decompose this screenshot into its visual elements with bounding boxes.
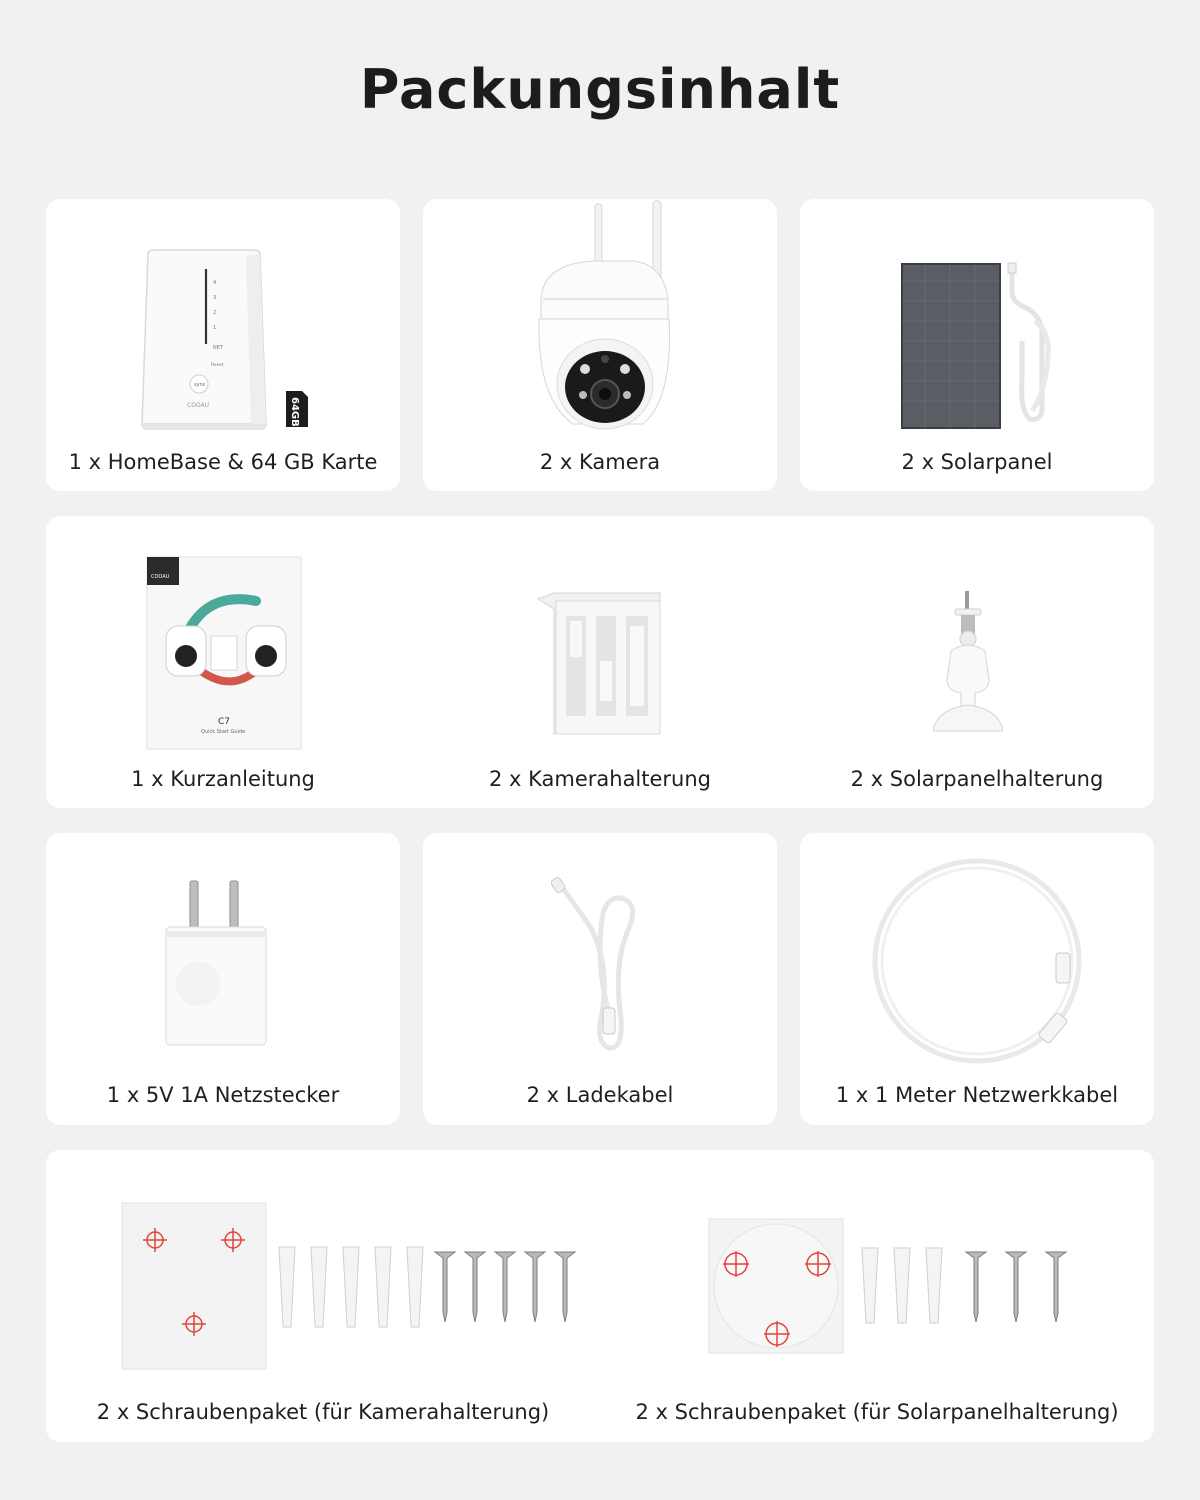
svg-text:COOAU: COOAU	[151, 574, 170, 580]
sd-card-icon	[284, 389, 310, 429]
item-label: 1 x HomeBase & 64 GB Karte	[68, 450, 378, 474]
item-card-screw-packs	[46, 1150, 1154, 1442]
item-label: 1 x 1 Meter Netzwerkkabel	[835, 1083, 1119, 1107]
item-label: 1 x Kurzanleitung	[131, 767, 315, 791]
quick-start-guide-icon	[146, 556, 302, 750]
svg-text:NET: NET	[213, 345, 223, 351]
item-label: 1 x 5V 1A Netzstecker	[106, 1083, 340, 1107]
screw-pack-solar-icon	[708, 1218, 1078, 1358]
power-adapter-icon	[164, 879, 268, 1049]
charging-cable-icon	[551, 868, 651, 1053]
svg-text:4: 4	[213, 280, 217, 286]
svg-text:3: 3	[213, 295, 217, 301]
item-label: 2 x Solarpanel	[901, 450, 1053, 474]
page-title: Packungsinhalt	[359, 58, 841, 121]
item-label: 2 x Ladekabel	[526, 1083, 674, 1107]
item-label: 2 x Kamerahalterung	[488, 767, 712, 791]
svg-text:64GB: 64GB	[289, 397, 300, 427]
item-card-camera	[423, 199, 777, 491]
solar-panel-icon	[900, 261, 1060, 431]
item-label: 2 x Kamera	[539, 450, 661, 474]
item-card-charging-cable	[423, 833, 777, 1125]
screw-pack-camera-icon	[121, 1202, 581, 1372]
svg-text:Reset: Reset	[211, 363, 224, 368]
item-label: 2 x Schraubenpaket (für Solarpanelhalterung)	[635, 1400, 1119, 1424]
camera-mount-icon	[534, 591, 666, 736]
svg-text:1: 1	[213, 325, 217, 331]
svg-text:Quick Start Guide: Quick Start Guide	[201, 729, 246, 735]
item-card-homebase	[46, 199, 400, 491]
solar-panel-mount-icon	[933, 591, 1003, 736]
svg-text:COOAU: COOAU	[187, 402, 210, 409]
svg-text:C7: C7	[218, 717, 231, 727]
item-card-power-adapter	[46, 833, 400, 1125]
network-cable-icon	[870, 853, 1084, 1068]
item-label: 2 x Schraubenpaket (für Kamerahalterung)	[96, 1400, 550, 1424]
camera-icon	[533, 199, 683, 444]
svg-text:sync: sync	[194, 382, 206, 388]
item-card-row2	[46, 516, 1154, 808]
item-card-solarpanel	[800, 199, 1154, 491]
svg-text:2: 2	[213, 310, 217, 316]
item-card-network-cable	[800, 833, 1154, 1125]
item-label: 2 x Solarpanelhalterung	[850, 767, 1104, 791]
